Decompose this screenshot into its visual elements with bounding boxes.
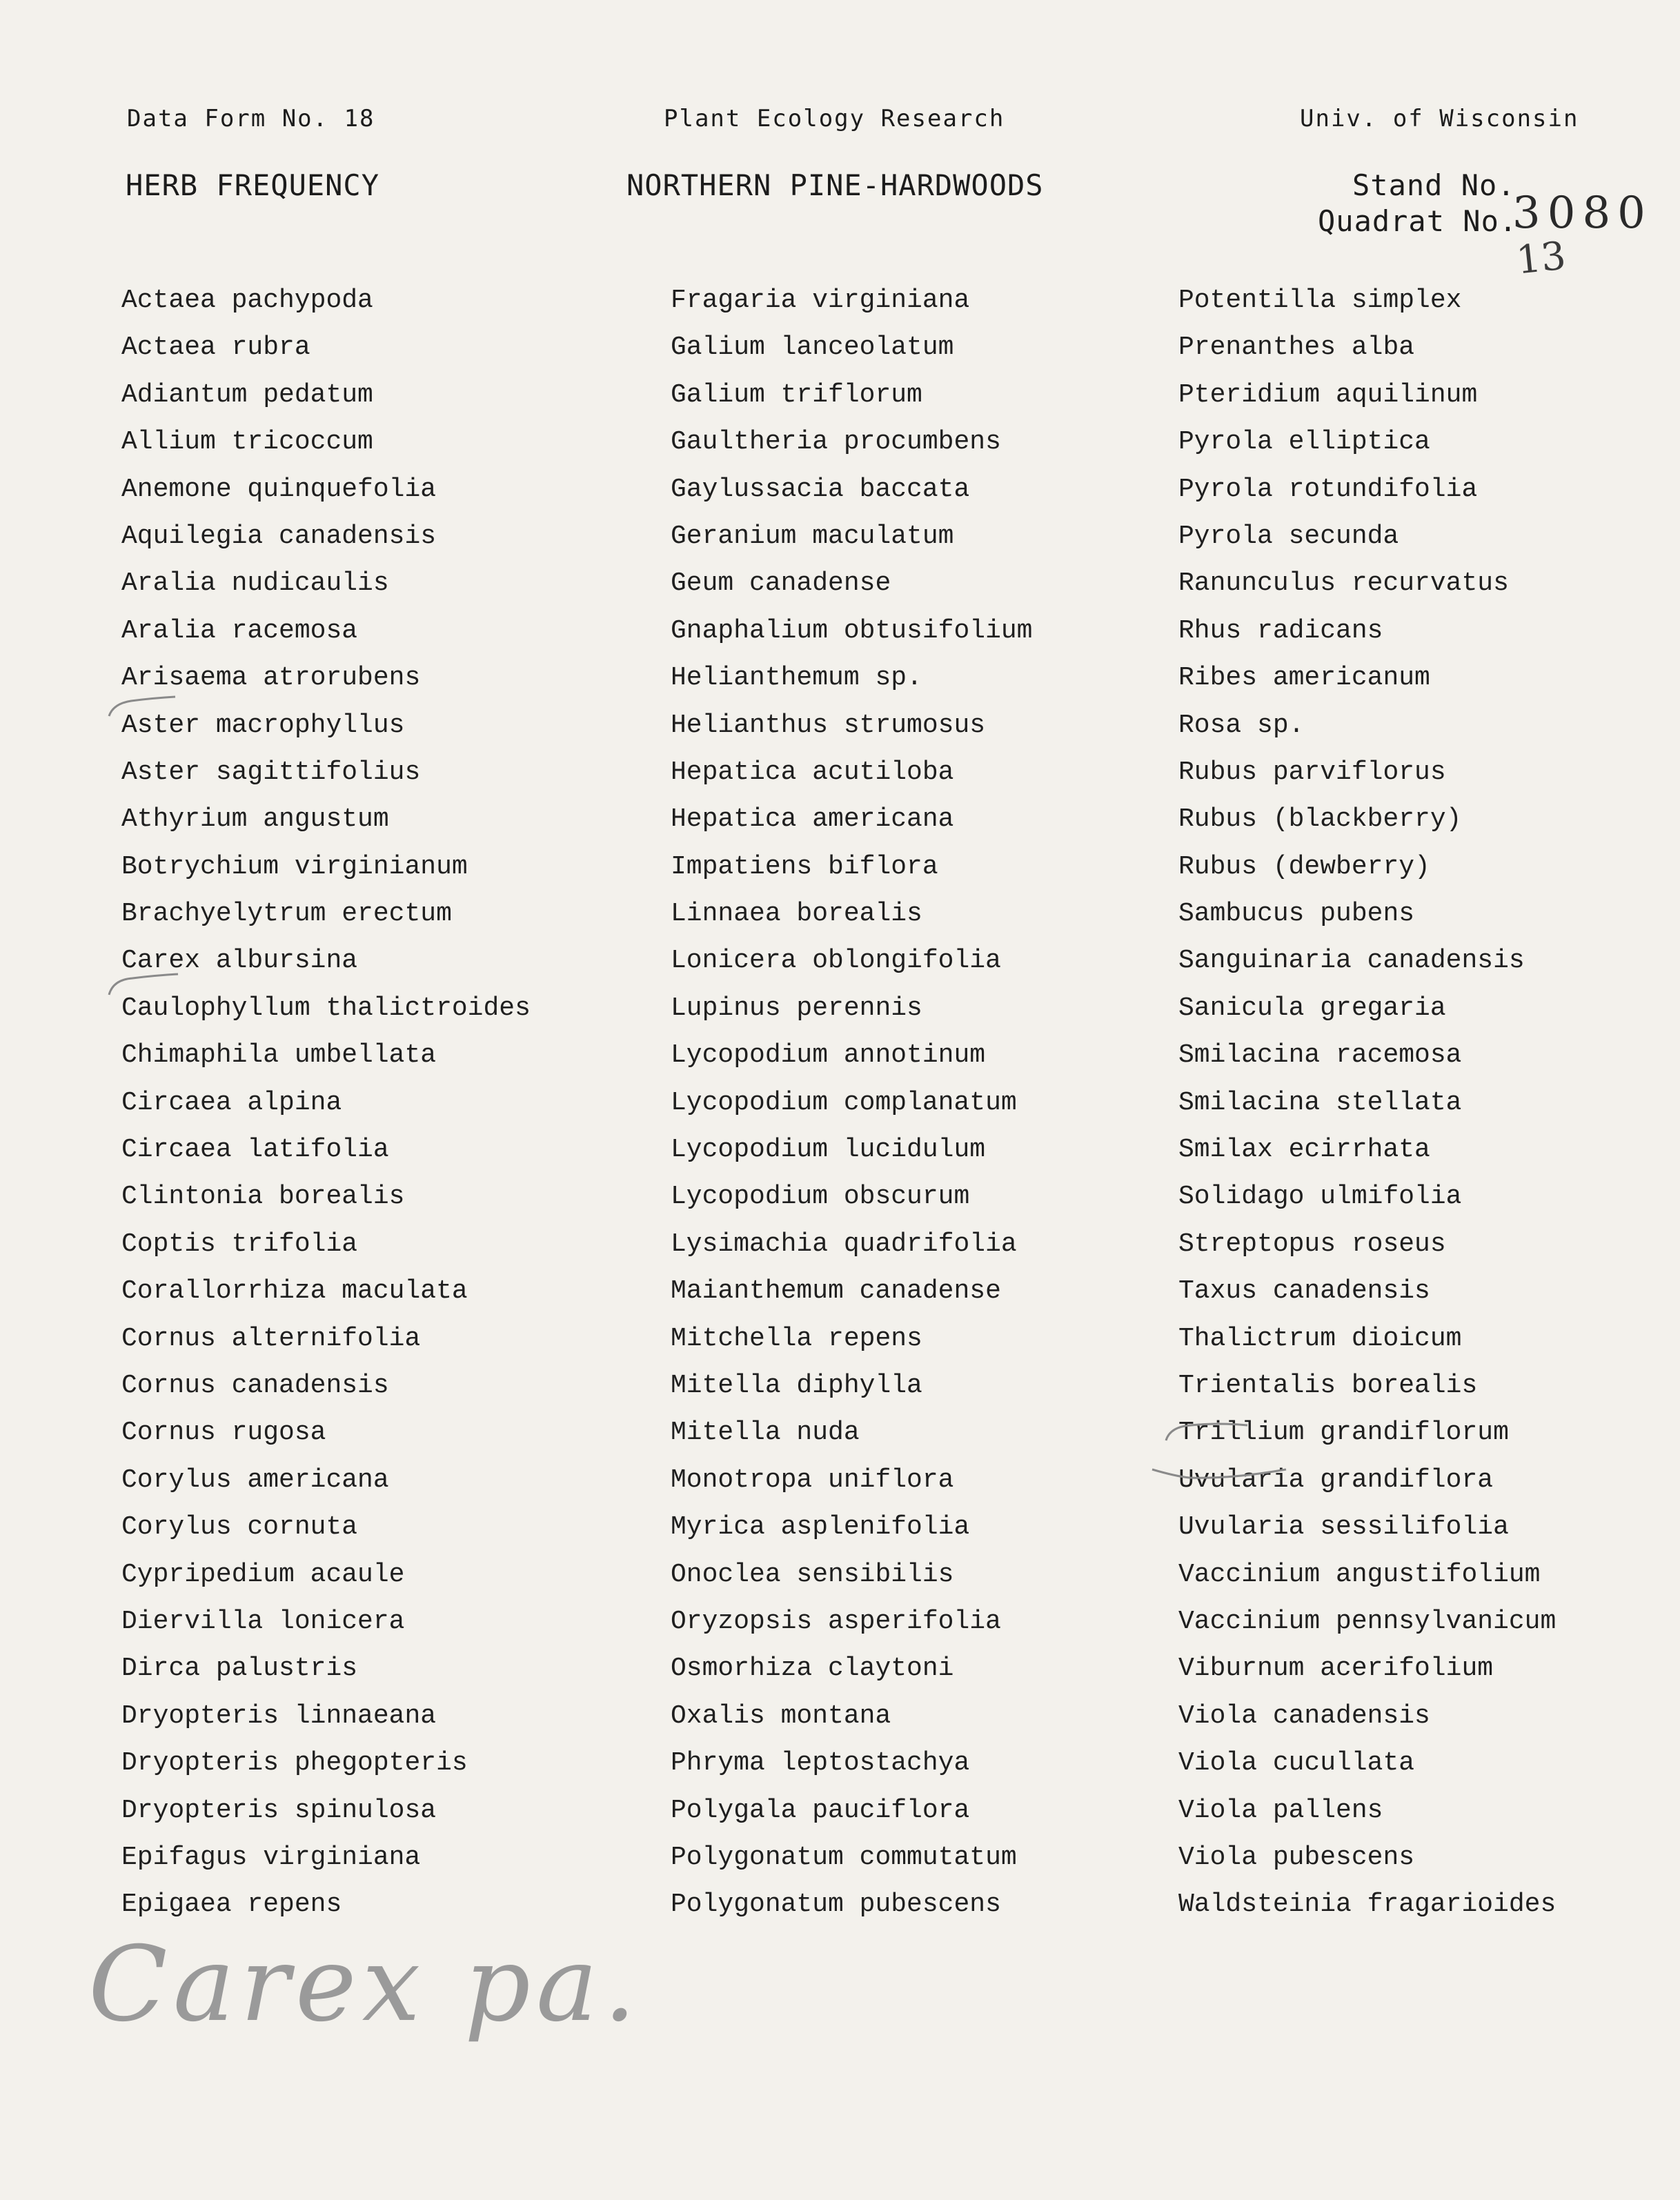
species-item: Botrychium virginianum	[121, 851, 468, 882]
form-number: Data Form No. 18	[127, 105, 375, 132]
stand-number: 3080	[1512, 188, 1652, 239]
species-item: Cornus alternifolia	[121, 1323, 421, 1354]
university: Univ. of Wisconsin	[1300, 105, 1579, 132]
species-item: Cornus canadensis	[121, 1370, 389, 1400]
species-item: Geranium maculatum	[671, 521, 954, 551]
species-item: Circaea latifolia	[121, 1135, 389, 1165]
species-item: Trientalis borealis	[1178, 1370, 1478, 1400]
species-item: Viola pallens	[1178, 1795, 1383, 1825]
species-item: Diervilla lonicera	[121, 1606, 405, 1636]
stand-label: Stand No.	[1352, 168, 1516, 202]
species-item: Viburnum acerifolium	[1178, 1654, 1494, 1684]
species-item: Cornus rugosa	[121, 1418, 326, 1448]
species-item: Smilacina stellata	[1178, 1087, 1462, 1118]
community-title: NORTHERN PINE-HARDWOODS	[626, 168, 1044, 202]
species-item: Sambucus pubens	[1178, 899, 1415, 929]
species-item: Waldsteinia fragarioides	[1178, 1890, 1557, 1920]
species-item: Carex albursina	[121, 946, 358, 976]
species-item: Gaylussacia baccata	[671, 474, 970, 504]
species-item: Lycopodium lucidulum	[671, 1135, 986, 1165]
species-item: Allium tricoccum	[121, 427, 373, 457]
species-item: Circaea alpina	[121, 1087, 342, 1118]
species-item: Lonicera oblongifolia	[671, 946, 1001, 976]
species-item: Rhus radicans	[1178, 615, 1383, 646]
species-item: Dryopteris linnaeana	[121, 1701, 437, 1731]
species-item: Corylus cornuta	[121, 1512, 358, 1543]
species-column-1	[121, 277, 531, 1929]
species-item: Pyrola secunda	[1178, 521, 1399, 551]
species-item: Hepatica acutiloba	[671, 757, 954, 787]
species-item: Aster macrophyllus	[121, 710, 405, 740]
quadrat-number: 13	[1514, 233, 1568, 284]
handwritten-note: Carex pa.	[88, 1925, 642, 2045]
species-item: Rosa sp.	[1178, 710, 1305, 740]
species-item: Aster sagittifolius	[121, 757, 421, 787]
species-item: Thalictrum dioicum	[1178, 1323, 1462, 1354]
species-item: Lycopodium annotinum	[671, 1040, 986, 1071]
species-item: Brachyelytrum erectum	[121, 899, 452, 929]
organization: Plant Ecology Research	[664, 105, 1005, 132]
species-item: Polygonatum pubescens	[671, 1890, 1001, 1920]
species-item: Vaccinium pennsylvanicum	[1178, 1606, 1557, 1636]
species-item: Smilax ecirrhata	[1178, 1135, 1430, 1165]
species-item: Rubus (dewberry)	[1178, 851, 1430, 882]
species-item: Ribes americanum	[1178, 663, 1430, 693]
species-item: Solidago ulmifolia	[1178, 1182, 1462, 1212]
species-item: Helianthemum sp.	[671, 663, 922, 693]
species-item: Gaultheria procumbens	[671, 427, 1001, 457]
species-item: Adiantum pedatum	[121, 379, 373, 410]
species-item: Lycopodium obscurum	[671, 1182, 970, 1212]
species-item: Epifagus virginiana	[121, 1842, 421, 1872]
species-item: Aralia racemosa	[121, 615, 358, 646]
species-item: Cypripedium acaule	[121, 1559, 405, 1589]
species-item: Oxalis montana	[671, 1701, 891, 1731]
species-item: Trillium grandiflorum	[1178, 1418, 1509, 1448]
species-item: Gnaphalium obtusifolium	[671, 615, 1033, 646]
species-item: Galium lanceolatum	[671, 333, 954, 363]
species-item: Oryzopsis asperifolia	[671, 1606, 1001, 1636]
species-item: Myrica asplenifolia	[671, 1512, 970, 1543]
species-item: Dryopteris phegopteris	[121, 1748, 468, 1778]
species-item: Monotropa uniflora	[671, 1465, 954, 1495]
species-item: Fragaria virginiana	[671, 286, 970, 315]
pencil-checkmark-caulophyllum	[102, 970, 185, 1004]
species-item: Corallorrhiza maculata	[121, 1276, 468, 1307]
species-item: Actaea rubra	[121, 333, 310, 363]
species-item: Rubus (blackberry)	[1178, 804, 1462, 835]
species-item: Lupinus perennis	[671, 993, 922, 1023]
species-item: Mitchella repens	[671, 1323, 922, 1354]
species-item: Maianthemum canadense	[671, 1276, 1001, 1307]
species-item: Pteridium aquilinum	[1178, 379, 1478, 410]
quadrat-label: Quadrat No.	[1318, 204, 1518, 238]
species-item: Polygonatum commutatum	[671, 1842, 1017, 1872]
species-item: Vaccinium angustifolium	[1178, 1559, 1541, 1589]
species-item: Viola cucullata	[1178, 1748, 1415, 1778]
species-item: Helianthus strumosus	[671, 710, 986, 740]
species-item: Sanguinaria canadensis	[1178, 946, 1525, 976]
species-item: Taxus canadensis	[1178, 1276, 1430, 1307]
species-item: Phryma leptostachya	[671, 1748, 970, 1778]
species-item: Anemone quinquefolia	[121, 474, 437, 504]
species-column-2	[671, 277, 1033, 1929]
species-item: Uvularia grandiflora	[1178, 1465, 1494, 1495]
species-item: Clintonia borealis	[121, 1182, 405, 1212]
species-item: Viola canadensis	[1178, 1701, 1430, 1731]
pencil-checkmark-trillium	[1156, 1417, 1253, 1451]
species-item: Geum canadense	[671, 568, 891, 599]
species-item: Viola pubescens	[1178, 1842, 1415, 1872]
species-item: Dirca palustris	[121, 1654, 358, 1684]
species-item: Coptis trifolia	[121, 1229, 358, 1259]
species-item: Potentilla simplex	[1178, 286, 1462, 315]
species-item: Pyrola rotundifolia	[1178, 474, 1478, 504]
species-item: Mitella diphylla	[671, 1370, 922, 1400]
species-item: Arisaema atrorubens	[121, 663, 421, 693]
species-item: Polygala pauciflora	[671, 1795, 970, 1825]
species-item: Linnaea borealis	[671, 899, 922, 929]
species-item: Galium triflorum	[671, 379, 922, 410]
species-item: Prenanthes alba	[1178, 333, 1415, 363]
species-item: Impatiens biflora	[671, 851, 938, 882]
species-item: Lycopodium complanatum	[671, 1087, 1017, 1118]
species-item: Rubus parviflorus	[1178, 757, 1446, 787]
species-item: Chimaphila umbellata	[121, 1040, 437, 1071]
species-item: Hepatica americana	[671, 804, 954, 835]
species-item: Dryopteris spinulosa	[121, 1795, 437, 1825]
species-item: Mitella nuda	[671, 1418, 860, 1448]
species-item: Aralia nudicaulis	[121, 568, 389, 599]
species-item: Lysimachia quadrifolia	[671, 1229, 1017, 1259]
species-item: Smilacina racemosa	[1178, 1040, 1462, 1071]
species-column-3	[1178, 277, 1556, 1929]
species-item: Actaea pachypoda	[121, 286, 373, 315]
species-item: Epigaea repens	[121, 1890, 342, 1920]
species-item: Osmorhiza claytoni	[671, 1654, 954, 1684]
species-item: Corylus americana	[121, 1465, 389, 1495]
species-item: Aquilegia canadensis	[121, 521, 437, 551]
species-item: Ranunculus recurvatus	[1178, 568, 1509, 599]
pencil-checkmark-aster	[103, 690, 179, 724]
species-item: Pyrola elliptica	[1178, 427, 1430, 457]
form-title: HERB FREQUENCY	[126, 168, 380, 202]
species-item: Onoclea sensibilis	[671, 1559, 954, 1589]
species-item: Caulophyllum thalictroides	[121, 993, 531, 1023]
species-item: Streptopus roseus	[1178, 1229, 1446, 1259]
species-item: Uvularia sessilifolia	[1178, 1512, 1509, 1543]
pencil-checkmark-uvularia	[1148, 1461, 1293, 1496]
species-item: Athyrium angustum	[121, 804, 389, 835]
species-item: Sanicula gregaria	[1178, 993, 1446, 1023]
